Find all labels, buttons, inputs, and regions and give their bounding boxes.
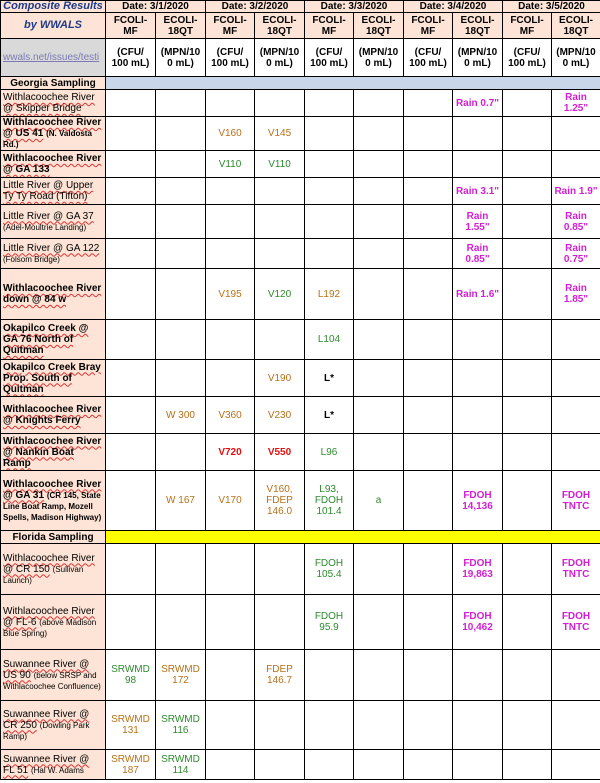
result-cell: [156, 595, 206, 650]
result-cell: Rain 0.85": [552, 205, 600, 239]
result-cell: [354, 151, 404, 178]
date-header: Date: 3/1/2020: [106, 1, 206, 13]
result-cell: [552, 117, 600, 151]
result-cell: [106, 320, 156, 360]
result-cell: [156, 205, 206, 239]
result-cell: [156, 117, 206, 151]
result-cell: [404, 151, 453, 178]
result-cell: [156, 269, 206, 320]
result-cell: [255, 701, 305, 750]
result-cell: Rain 1.9": [552, 178, 600, 205]
result-cell: [255, 178, 305, 205]
result-cell: [503, 397, 552, 434]
result-cell: [404, 360, 453, 397]
unit-label: (MPN/10 0 mL): [255, 39, 305, 77]
site-name: [1, 434, 106, 471]
result-cell: [503, 117, 552, 151]
result-cell: [206, 544, 255, 595]
result-cell: V230: [255, 397, 305, 434]
site-name: [1, 269, 106, 320]
result-cell: [552, 750, 600, 780]
result-cell: [206, 750, 255, 780]
result-cell: [354, 239, 404, 269]
result-cell: [453, 397, 503, 434]
result-cell: [552, 397, 600, 434]
result-cell: [106, 269, 156, 320]
result-cell: [503, 650, 552, 701]
result-cell: FDOH 19,863: [453, 544, 503, 595]
result-cell: [453, 750, 503, 780]
result-cell: SRWMD 187: [106, 750, 156, 780]
site-label: Little River @ Upper Ty Ty Road (Tifton): [3, 180, 94, 202]
result-cell: V195: [206, 269, 255, 320]
result-cell: [255, 90, 305, 117]
table-row: [1, 544, 600, 595]
result-cell: [503, 178, 552, 205]
result-cell: [106, 595, 156, 650]
result-cell: [156, 434, 206, 471]
result-cell: [503, 434, 552, 471]
result-cell: [503, 320, 552, 360]
column-header: ECOLI-18QT: [354, 13, 404, 39]
site-label: Suwannee River @ US 90: [3, 658, 90, 681]
result-cell: V550: [255, 434, 305, 471]
result-cell: [255, 544, 305, 595]
result-cell: [354, 595, 404, 650]
result-cell: [206, 320, 255, 360]
column-header: FCOLI-MF: [404, 13, 453, 39]
result-cell: [503, 544, 552, 595]
result-cell: [305, 701, 354, 750]
result-cell: [255, 205, 305, 239]
table-row: [1, 239, 600, 269]
section-band: [106, 77, 600, 90]
site-label: Withlacoochee River @ GA 31: [3, 478, 102, 501]
site-label: Withlacoochee River @ GA 133: [3, 153, 102, 175]
result-cell: [305, 205, 354, 239]
table-row: [1, 117, 600, 151]
site-name: [1, 151, 106, 178]
result-cell: [503, 750, 552, 780]
table-row: [1, 151, 600, 178]
site-label: Suwannee River @ CR 250: [3, 708, 90, 731]
result-cell: V120: [255, 269, 305, 320]
site-sublabel: (CR 145, State Line Boat Ramp, Mozell Spells, Madison Highway): [3, 490, 102, 522]
result-cell: L*: [305, 360, 354, 397]
result-cell: [206, 239, 255, 269]
site-sublabel: (above Madison Blue Spring): [3, 617, 97, 638]
result-cell: [106, 117, 156, 151]
result-cell: V160, FDEP 146.0: [255, 471, 305, 531]
result-cell: V110: [255, 151, 305, 178]
table-row: [1, 471, 600, 531]
result-cell: Rain 0.7": [453, 90, 503, 117]
result-cell: SRWMD 116: [156, 701, 206, 750]
site-name: [1, 701, 106, 750]
result-cell: [255, 750, 305, 780]
result-cell: [156, 178, 206, 205]
result-cell: SRWMD 172: [156, 650, 206, 701]
table-row: [1, 595, 600, 650]
section-band: [106, 531, 600, 544]
result-cell: [354, 320, 404, 360]
site-name: [1, 595, 106, 650]
result-cell: FDOH 95.9: [305, 595, 354, 650]
site-sublabel: (Dowling Park Ramp): [3, 720, 90, 741]
result-cell: [404, 471, 453, 531]
site-sublabel: (Sullivan Launch): [3, 564, 84, 585]
result-cell: [354, 269, 404, 320]
unit-label: (CFU/ 100 mL): [305, 39, 354, 77]
result-cell: [552, 360, 600, 397]
result-cell: [503, 595, 552, 650]
unit-label: (MPN/10 0 mL): [453, 39, 503, 77]
result-cell: [106, 360, 156, 397]
result-cell: [206, 360, 255, 397]
column-header: FCOLI-MF: [106, 13, 156, 39]
result-cell: [305, 178, 354, 205]
result-cell: [354, 90, 404, 117]
units-row: [1, 39, 600, 77]
site-label: Withlacoochee River @ CR 150: [3, 552, 95, 575]
result-cell: [156, 151, 206, 178]
issues-link[interactable]: wwals.net/issues/testi: [1, 39, 106, 77]
result-cell: V145: [255, 117, 305, 151]
result-cell: SRWMD 114: [156, 750, 206, 780]
result-cell: [354, 117, 404, 151]
result-cell: [503, 701, 552, 750]
result-cell: Rain 0.85": [453, 239, 503, 269]
result-cell: [354, 397, 404, 434]
result-cell: [354, 701, 404, 750]
unit-label: (MPN/10 0 mL): [354, 39, 404, 77]
result-cell: [305, 117, 354, 151]
result-cell: [453, 701, 503, 750]
table-row: [1, 320, 600, 360]
table-row: [1, 90, 600, 117]
result-cell: SRWMD 131: [106, 701, 156, 750]
column-header: FCOLI-MF: [305, 13, 354, 39]
column-header: ECOLI-18QT: [552, 13, 600, 39]
result-cell: L192: [305, 269, 354, 320]
result-cell: [206, 205, 255, 239]
site-label: Withlacoochee River @ US 41: [3, 117, 102, 139]
result-cell: [106, 434, 156, 471]
column-header: FCOLI-MF: [503, 13, 552, 39]
table-row: [1, 397, 600, 434]
result-cell: Rain 1.85": [552, 269, 600, 320]
section-label: Georgia Sampling: [1, 77, 106, 90]
site-name: [1, 239, 106, 269]
result-cell: [404, 205, 453, 239]
result-cell: [206, 90, 255, 117]
result-cell: L*: [305, 397, 354, 434]
result-cell: [404, 90, 453, 117]
result-cell: [156, 360, 206, 397]
site-sublabel: (N. Valdosta Rd.): [3, 129, 92, 149]
site-name: [1, 471, 106, 531]
result-cell: Rain 1.55": [453, 205, 503, 239]
result-cell: SRWMD 98: [106, 650, 156, 701]
section-row-georgia: [1, 77, 600, 90]
table-row: [1, 650, 600, 701]
result-cell: [106, 205, 156, 239]
result-cell: FDOH TNTC: [552, 471, 600, 531]
result-cell: [453, 151, 503, 178]
result-cell: [206, 178, 255, 205]
date-header: Date: 3/5/2020: [503, 1, 600, 13]
result-cell: [354, 360, 404, 397]
result-cell: [453, 117, 503, 151]
result-cell: [255, 320, 305, 360]
result-cell: [453, 434, 503, 471]
site-sublabel: (Hal W. Adams: [30, 765, 84, 775]
site-label: Suwannee River @ FL 51: [3, 753, 90, 776]
result-cell: [404, 701, 453, 750]
result-cell: [404, 117, 453, 151]
result-cell: [156, 544, 206, 595]
result-cell: [106, 239, 156, 269]
table-row: [1, 750, 600, 780]
result-cell: [305, 90, 354, 117]
report-author: by WWALS: [1, 13, 106, 39]
table-row: [1, 701, 600, 750]
result-cell: L96: [305, 434, 354, 471]
date-header: Date: 3/2/2020: [206, 1, 305, 13]
site-name: [1, 90, 106, 117]
result-cell: FDOH 10,462: [453, 595, 503, 650]
site-sublabel: (Folsom Bridge): [3, 254, 60, 264]
section-label: Florida Sampling: [1, 531, 106, 544]
result-cell: Rain 3.1": [453, 178, 503, 205]
result-cell: L104: [305, 320, 354, 360]
result-cell: [206, 595, 255, 650]
date-header: Date: 3/3/2020: [305, 1, 404, 13]
result-cell: [552, 650, 600, 701]
result-cell: [354, 434, 404, 471]
result-cell: [255, 595, 305, 650]
result-cell: [404, 595, 453, 650]
result-cell: [503, 269, 552, 320]
site-name: [1, 544, 106, 595]
table-row: [1, 205, 600, 239]
site-name: [1, 397, 106, 434]
result-cell: FDOH TNTC: [552, 544, 600, 595]
site-name: [1, 117, 106, 151]
unit-label: (CFU/ 100 mL): [106, 39, 156, 77]
site-name: [1, 320, 106, 360]
result-cell: [404, 544, 453, 595]
column-header-row: [1, 13, 600, 39]
result-cell: [404, 239, 453, 269]
site-name: [1, 205, 106, 239]
result-cell: [305, 650, 354, 701]
result-cell: [503, 151, 552, 178]
result-cell: [453, 650, 503, 701]
result-cell: [354, 650, 404, 701]
result-cell: V190: [255, 360, 305, 397]
result-cell: V160: [206, 117, 255, 151]
result-cell: V720: [206, 434, 255, 471]
result-cell: [106, 471, 156, 531]
result-cell: Rain 1.6": [453, 269, 503, 320]
result-cell: [206, 650, 255, 701]
result-cell: [106, 397, 156, 434]
result-cell: [404, 434, 453, 471]
table-row: [1, 434, 600, 471]
site-sublabel: (Adel-Moultrie Landing): [3, 222, 87, 232]
result-cell: [106, 90, 156, 117]
result-cell: [404, 650, 453, 701]
date-header: Date: 3/4/2020: [404, 1, 503, 13]
result-cell: FDOH 14,136: [453, 471, 503, 531]
result-cell: a: [354, 471, 404, 531]
column-header: ECOLI-18QT: [156, 13, 206, 39]
result-cell: [106, 544, 156, 595]
result-cell: V170: [206, 471, 255, 531]
result-cell: [206, 701, 255, 750]
result-cell: Rain 1.25": [552, 90, 600, 117]
site-label: Little River @ GA 122: [3, 242, 100, 254]
result-cell: [404, 178, 453, 205]
result-cell: V110: [206, 151, 255, 178]
site-label: Withlacoochee River @ Skipper Bridge: [3, 92, 95, 114]
site-name: [1, 360, 106, 397]
unit-label: (CFU/ 100 mL): [503, 39, 552, 77]
site-label: Withlacoochee River @ Nankin Boat Ramp: [3, 435, 102, 469]
report-title: Composite Results: [1, 1, 106, 13]
result-cell: V360: [206, 397, 255, 434]
result-cell: [305, 239, 354, 269]
result-cell: [156, 239, 206, 269]
site-name: [1, 178, 106, 205]
column-header: ECOLI-18QT: [255, 13, 305, 39]
result-cell: [106, 178, 156, 205]
result-cell: W 300: [156, 397, 206, 434]
result-cell: Rain 0.75": [552, 239, 600, 269]
result-cell: [354, 178, 404, 205]
result-cell: [404, 320, 453, 360]
result-cell: [354, 544, 404, 595]
section-row-florida: [1, 531, 600, 544]
table-row: [1, 178, 600, 205]
result-cell: FDOH 105.4: [305, 544, 354, 595]
result-cell: [503, 471, 552, 531]
result-cell: [552, 434, 600, 471]
result-cell: [404, 750, 453, 780]
result-cell: [552, 151, 600, 178]
unit-label: (MPN/10 0 mL): [156, 39, 206, 77]
site-label: Okapilco Creek Bray Prop. South of Quitman: [3, 361, 101, 395]
site-label: Withlacoochee River @ Knights Ferry: [3, 404, 102, 426]
unit-label: (CFU/ 100 mL): [404, 39, 453, 77]
result-cell: [354, 205, 404, 239]
result-cell: [503, 360, 552, 397]
site-name: [1, 650, 106, 701]
result-cell: W 167: [156, 471, 206, 531]
column-header: ECOLI-18QT: [453, 13, 503, 39]
result-cell: [503, 205, 552, 239]
result-cell: [106, 151, 156, 178]
site-label: Okapilco Creek @ GA 76 North of Quitman: [3, 323, 89, 356]
unit-label: (MPN/10 0 mL): [552, 39, 600, 77]
table-row: [1, 269, 600, 320]
result-cell: [354, 750, 404, 780]
result-cell: [552, 701, 600, 750]
result-cell: [404, 397, 453, 434]
result-cell: [453, 360, 503, 397]
result-cell: [552, 320, 600, 360]
site-label: Withlacoochee River @ FL-6: [3, 605, 95, 628]
unit-label: (CFU/ 100 mL): [206, 39, 255, 77]
site-sublabel: (below SRSP and Withlacoochee Confluence): [3, 670, 101, 691]
result-cell: FDEP 146.7: [255, 650, 305, 701]
site-label: Little River @ GA 37: [3, 210, 94, 222]
result-cell: [453, 320, 503, 360]
site-name: [1, 750, 106, 780]
result-cell: [503, 239, 552, 269]
column-header: FCOLI-MF: [206, 13, 255, 39]
result-cell: [503, 90, 552, 117]
result-cell: [156, 90, 206, 117]
result-cell: FDOH TNTC: [552, 595, 600, 650]
result-cell: [404, 269, 453, 320]
table-row: [1, 360, 600, 397]
site-label: Withlacoochee River down @ 84 w: [3, 283, 102, 305]
result-cell: [305, 151, 354, 178]
result-cell: [255, 239, 305, 269]
date-row: [1, 1, 600, 13]
result-cell: [156, 320, 206, 360]
result-cell: [305, 750, 354, 780]
result-cell: L93, FDOH 101.4: [305, 471, 354, 531]
